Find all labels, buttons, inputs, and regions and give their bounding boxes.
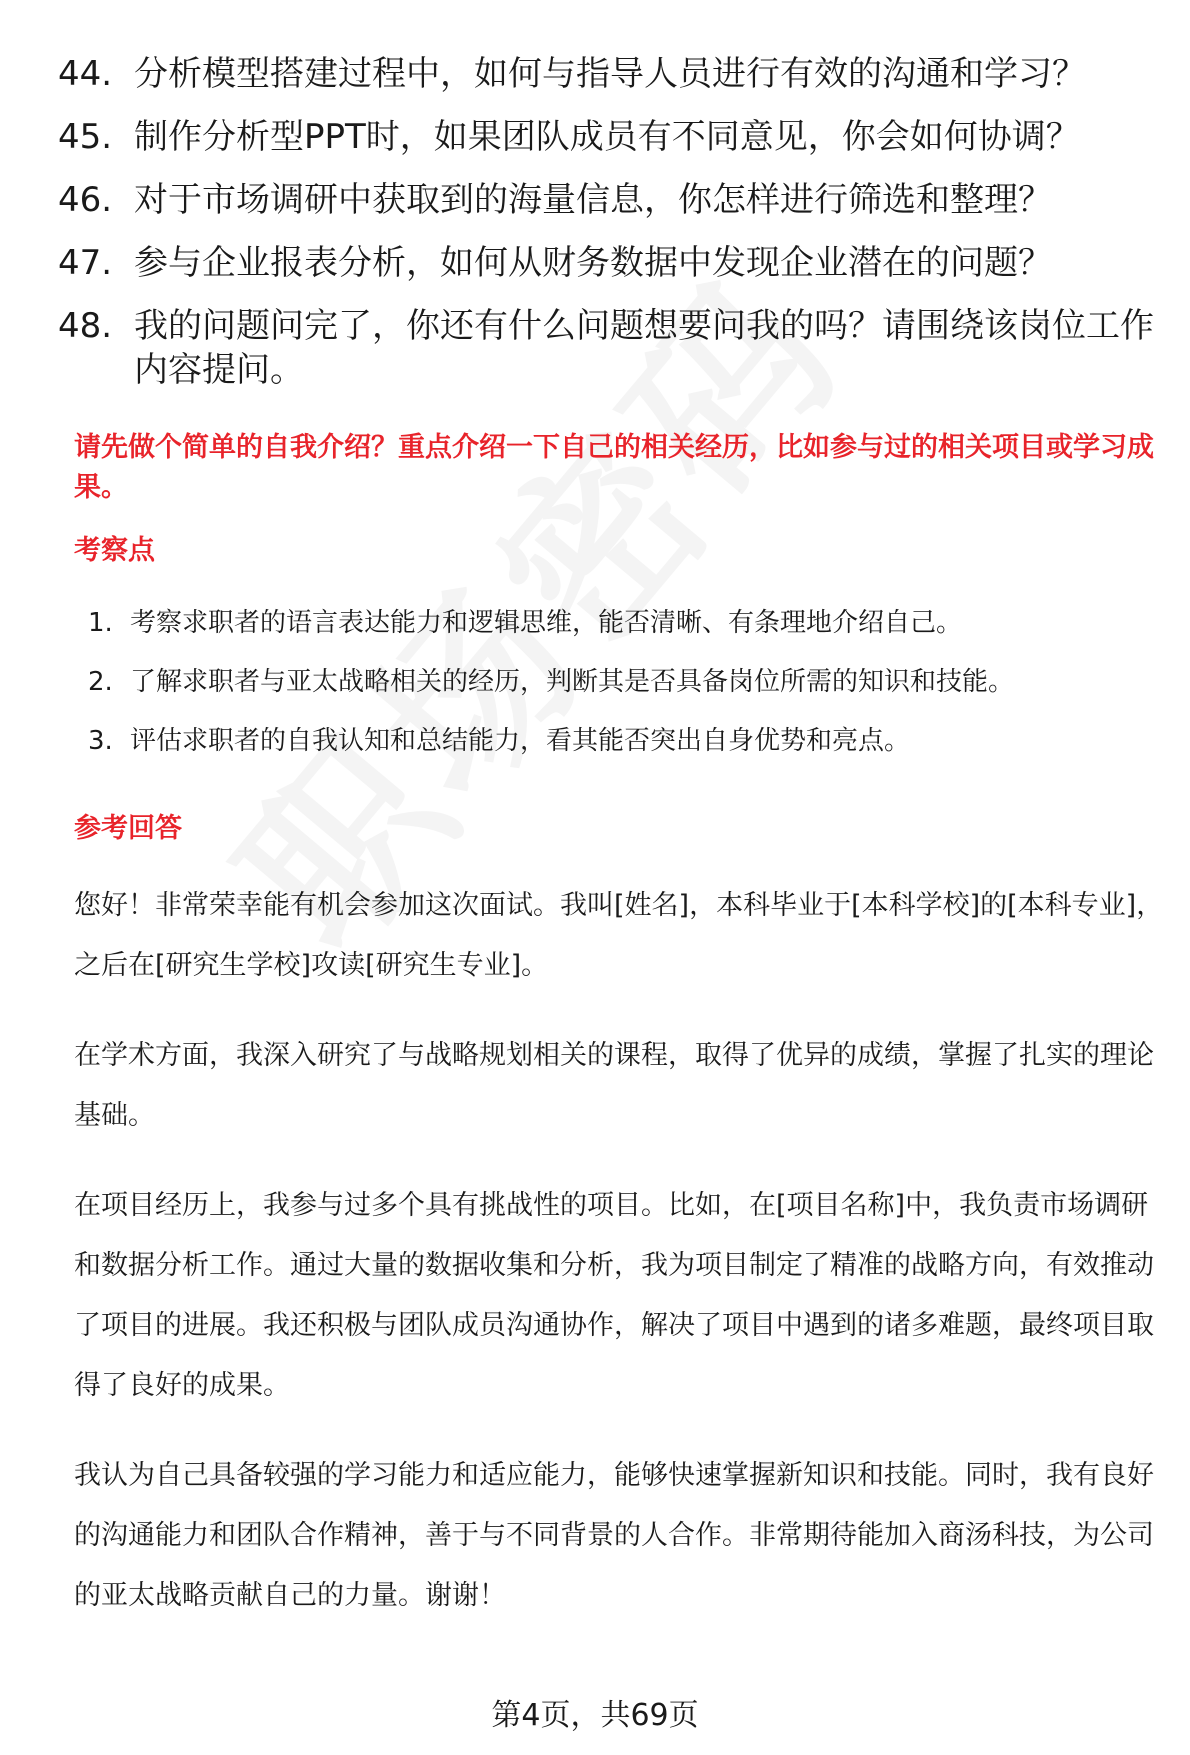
question-item [58, 52, 1158, 96]
question-item [58, 178, 1158, 222]
points-heading: 考察点 [74, 535, 155, 566]
question-item [58, 241, 1158, 285]
point-number: 1. [88, 608, 113, 638]
point-text: 了解求职者与亚太战略相关的经历，判断其是否具备岗位所需的知识和技能。 [130, 667, 1015, 697]
point-number: 3. [88, 726, 113, 756]
point-text: 考察求职者的语言表达能力和逻辑思维，能否清晰、有条理地介绍自己。 [130, 608, 963, 638]
point-item [88, 664, 1168, 700]
point-number: 2. [88, 667, 113, 697]
question-text: 对于市场调研中获取到的海量信息，你怎样进行筛选和整理？ [134, 180, 1052, 220]
main-question: 请先做个简单的自我介绍？重点介绍一下自己的相关经历，比如参与过的相关项目或学习成果。 [74, 432, 1154, 503]
question-number: 45. [58, 117, 113, 157]
answer-paragraph: 在学术方面，我深入研究了与战略规划相关的课程，取得了优异的成绩，掌握了扎实的理论基础。 [74, 1040, 1154, 1131]
point-item [88, 723, 1168, 759]
answer-paragraph: 您好！非常荣幸能有机会参加这次面试。我叫[姓名]，本科毕业于[本科学校]的[本科专业]，之后在[研究生学校]攻读[研究生专业]。 [74, 890, 1164, 981]
point-item [88, 605, 1168, 641]
question-text: 分析模型搭建过程中，如何与指导人员进行有效的沟通和学习？ [134, 54, 1086, 94]
question-number: 48. [58, 306, 113, 346]
point-text: 评估求职者的自我认知和总结能力，看其能否突出自身优势和亮点。 [130, 726, 911, 756]
question-list [58, 52, 1158, 411]
question-number: 44. [58, 54, 113, 94]
page-number: 第4页，共69页 [491, 1698, 699, 1733]
question-text: 制作分析型PPT时，如果团队成员有不同意见，你会如何协调？ [134, 117, 1080, 157]
question-number: 46. [58, 180, 113, 220]
question-text: 参与企业报表分析，如何从财务数据中发现企业潜在的问题？ [134, 243, 1052, 283]
question-number: 47. [58, 243, 113, 283]
question-item [58, 304, 1158, 392]
points-list [88, 605, 1168, 782]
answer-paragraph: 我认为自己具备较强的学习能力和适应能力，能够快速掌握新知识和技能。同时，我有良好的沟通能力和团队合作精神，善于与不同背景的人合作。非常期待能加入商汤科技，为公司的亚太战略贡献自己的力量。谢谢！ [74, 1460, 1154, 1611]
question-text: 我的问题问完了，你还有什么问题想要问我的吗？请围绕该岗位工作内容提问。 [134, 306, 1154, 390]
answer-heading: 参考回答 [74, 813, 182, 844]
answer-paragraph: 在项目经历上，我参与过多个具有挑战性的项目。比如，在[项目名称]中，我负责市场调研和数据分析工作。通过大量的数据收集和分析，我为项目制定了精准的战略方向，有效推动了项目的进展。我还积极与团队成员沟通协作，解决了项目中遇到的诸多难题，最终项目取得了良好的成果。 [74, 1190, 1154, 1401]
question-item [58, 115, 1158, 159]
